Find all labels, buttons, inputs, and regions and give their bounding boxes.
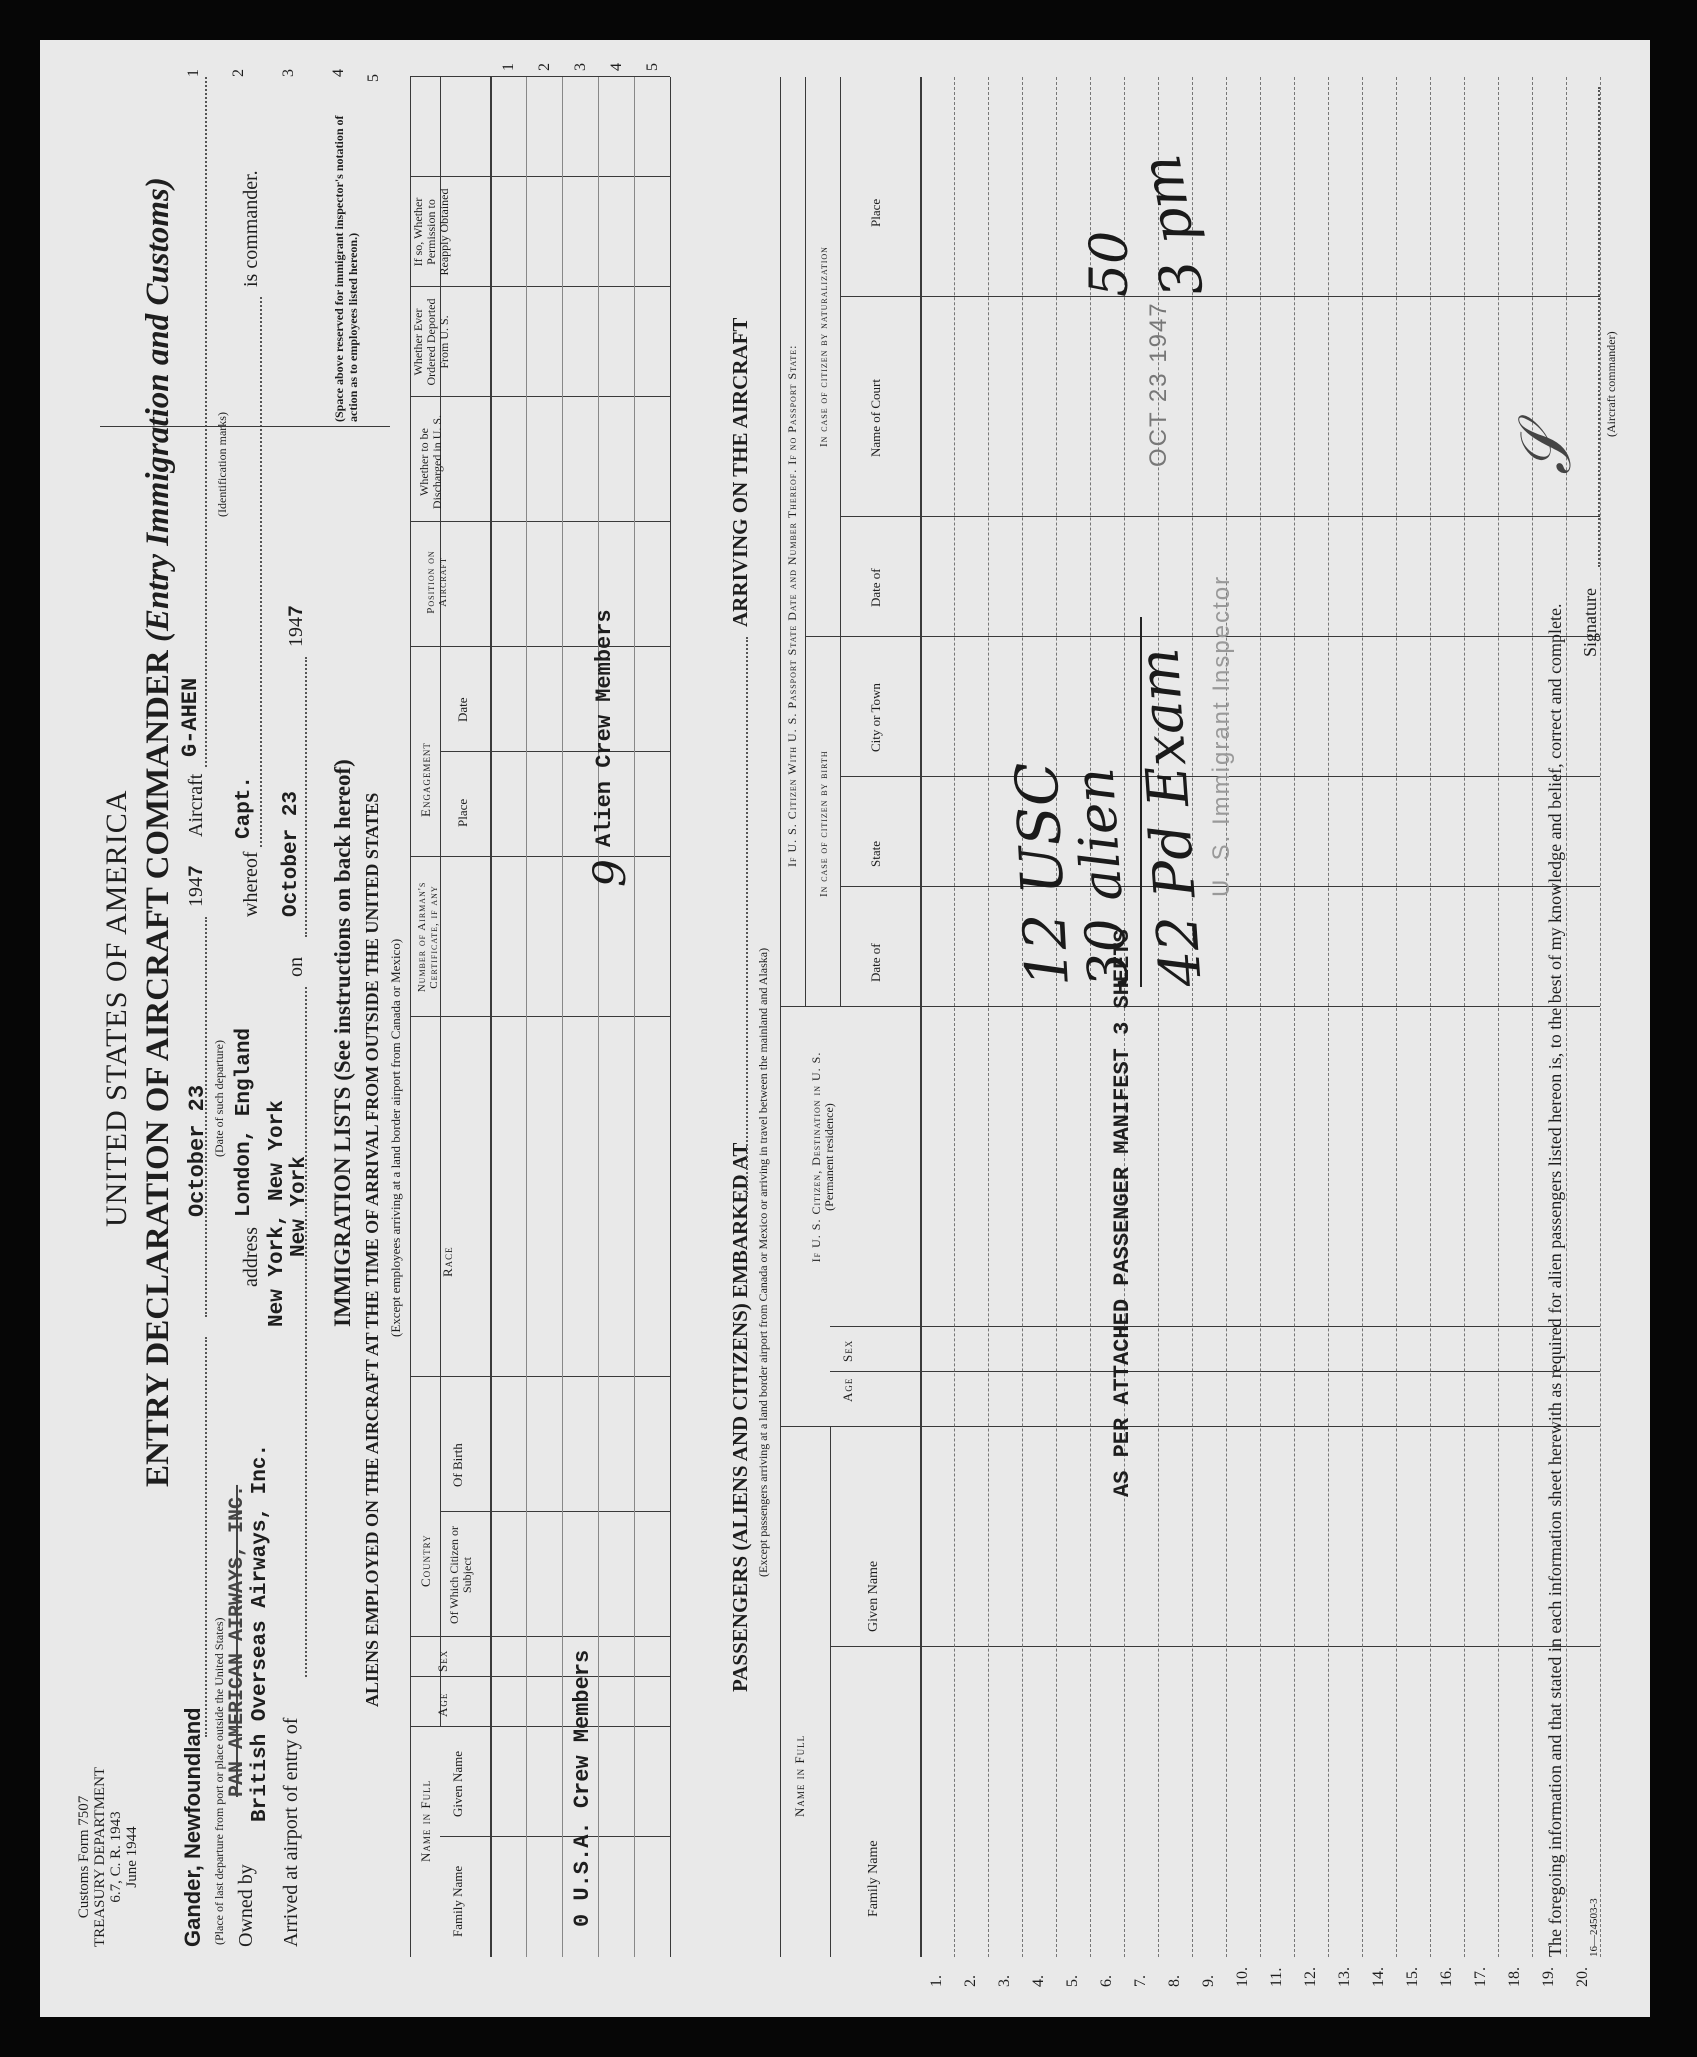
- signature-line: [1598, 87, 1600, 567]
- p-col-date-of: Date of: [868, 943, 883, 982]
- owned-by-label: Owned by: [235, 1864, 257, 1947]
- p-col-name-in-full: Name in Full: [792, 1734, 807, 1817]
- col-divider: [440, 1511, 670, 1512]
- reserved-note: (Space above reserved for immigrant inspector's notation of action as to employees listed hereon.): [332, 115, 360, 422]
- margin-number: 3: [280, 69, 297, 77]
- table-rule: [670, 77, 671, 1957]
- col-family-name: Family Name: [450, 1865, 465, 1937]
- form-title: [140, 177, 177, 1487]
- passenger-row-number: 10.: [1234, 1967, 1251, 1987]
- form-id: Customs Form 7507: [76, 1795, 92, 1919]
- alien-row-number: 4: [608, 63, 625, 71]
- arrival-place: New York: [288, 1156, 311, 1257]
- tally-line: [1140, 617, 1142, 987]
- passenger-row-rule: [1090, 77, 1091, 1957]
- col-divider: [410, 646, 670, 647]
- p-col-sex: Sex: [840, 1339, 855, 1362]
- table-rule: [830, 1427, 831, 1957]
- row-rule: [634, 77, 635, 1957]
- rotated-form: [40, 40, 1650, 2017]
- p-col-by-birth: In case of citizen by birth: [818, 750, 830, 897]
- alien-row-number: 2: [536, 63, 553, 71]
- passenger-row-number: 5.: [1064, 1975, 1081, 1987]
- departure-date: October 23: [185, 1084, 210, 1217]
- passenger-row-number: 3.: [996, 1975, 1013, 1987]
- passenger-row-rule: [1396, 77, 1397, 1957]
- col-divider: [410, 1676, 670, 1677]
- passenger-row-number: 18.: [1506, 1967, 1523, 1987]
- cfr: 6.7, C. R. 1943: [108, 1811, 124, 1903]
- passenger-row-number: 8.: [1166, 1975, 1183, 1987]
- col-engagement-place: Place: [455, 798, 470, 827]
- on-label: on: [285, 957, 307, 977]
- col-divider: [410, 1016, 670, 1017]
- passenger-row-number: 17.: [1472, 1967, 1489, 1987]
- passenger-row-rule: [988, 77, 989, 1957]
- reserved-divider: [100, 426, 390, 427]
- address-label: address: [240, 1227, 262, 1287]
- col-race: Race: [440, 1246, 455, 1277]
- passenger-row-rule: [1600, 77, 1601, 1957]
- alien-crew-count: 9: [585, 859, 636, 887]
- col-deported: Whether Ever Ordered Deported From U. S.: [411, 298, 451, 386]
- col-divider: [410, 286, 670, 287]
- aircraft-label: Aircraft: [185, 773, 207, 837]
- passenger-row-number: 2.: [962, 1975, 979, 1987]
- table-rule: [840, 77, 841, 1007]
- year-digit: 7: [186, 864, 209, 877]
- col-divider: [410, 521, 670, 522]
- aliens-heading: ALIENS EMPLOYED ON THE AIRCRAFT AT THE TIME OF ARRIVAL FROM OUTSIDE THE UNITED STATES: [362, 792, 382, 1707]
- department: TREASURY DEPARTMENT: [92, 1766, 108, 1947]
- dotted-line: [205, 917, 207, 1317]
- handwriting-total: 42 Pd Exam: [1126, 645, 1215, 989]
- col-divider: [410, 1726, 670, 1727]
- arrived-label: Arrived at airport of entry of: [280, 1717, 302, 1947]
- destination-sub: (Permanent residence): [822, 1103, 836, 1211]
- manifest-note: AS PER ATTACHED PASSENGER MANIFEST 3 SHEETS: [1110, 929, 1135, 1497]
- p-col-family-name: Family Name: [866, 1840, 881, 1917]
- usa-crew-entry: 0 U.S.A. Crew Members: [570, 1649, 595, 1927]
- col-permission: If so, Whether Permission to Reapply Obtained: [411, 188, 451, 276]
- row-rule: [562, 77, 563, 1957]
- col-age: Age: [435, 1692, 450, 1717]
- col-divider: [830, 1371, 1600, 1372]
- signature-scribble: 𝒮: [1506, 422, 1588, 482]
- alien-row-number: 5: [644, 63, 661, 71]
- passenger-row-number: 20.: [1574, 1967, 1591, 1987]
- dotted-line: [205, 1337, 207, 1737]
- passenger-row-rule: [1566, 77, 1567, 1957]
- col-divider: [780, 1006, 1600, 1007]
- col-sex: Sex: [435, 1649, 450, 1672]
- date-caption: (Date of such departure): [212, 1040, 226, 1157]
- departure-caption: (Place of last departure from port or place outside the United States): [212, 1617, 226, 1945]
- passenger-row-rule: [1192, 77, 1193, 1957]
- passenger-row-number: 11.: [1268, 1967, 1285, 1987]
- p-col-passport-note: If U. S. Citizen With U. S. Passport State Date and Number Thereof. If no Passport State:: [785, 344, 799, 867]
- title-main: ENTRY DECLARATION OF AIRCRAFT COMMANDER: [140, 650, 176, 1487]
- col-divider: [410, 396, 670, 397]
- col-divider: [440, 751, 670, 752]
- passenger-row-rule: [1056, 77, 1057, 1957]
- passenger-row-number: 6.: [1098, 1975, 1115, 1987]
- dotted-line: [305, 987, 307, 1677]
- passengers-heading: PASSENGERS (ALIENS AND CITIZENS) EMBARKED AT: [728, 1142, 752, 1692]
- col-position: Position on Aircraft: [425, 550, 449, 614]
- passenger-row-number: 19.: [1540, 1967, 1557, 1987]
- col-given-name: Given Name: [450, 1750, 465, 1817]
- dotted-line: [305, 657, 307, 937]
- arriving-heading: ARRIVING ON THE AIRCRAFT: [728, 317, 752, 627]
- passenger-row-rule: [1532, 77, 1533, 1957]
- margin-number: 4: [330, 69, 347, 77]
- p-col-place: Place: [868, 198, 883, 227]
- p-col-destination: [810, 1037, 836, 1277]
- aircraft-marks: G-AHEN: [178, 677, 203, 757]
- year-field: [185, 865, 209, 907]
- dotted-line: [746, 637, 748, 1197]
- arrival-year-digit: 7: [286, 604, 309, 617]
- passenger-row-number: 7.: [1132, 1975, 1149, 1987]
- title-paren: (Entry Immigration and Customs): [140, 177, 176, 643]
- col-of-birth: Of Birth: [450, 1443, 465, 1487]
- form-id-block: [76, 1767, 140, 1947]
- col-airman-cert: Number of Airman's Certificate, if any: [416, 881, 440, 993]
- print-code: 16—24503-3: [1588, 1898, 1600, 1957]
- col-divider: [410, 176, 670, 177]
- dotted-line: [205, 77, 207, 767]
- alien-row-number: 1: [500, 63, 517, 71]
- table-rule: [805, 77, 806, 1007]
- passenger-row-rule: [1362, 77, 1363, 1957]
- whereof-label: whereof: [240, 851, 262, 917]
- col-divider: [830, 1646, 1600, 1647]
- owner-name: British Overseas Airways, Inc.: [249, 1443, 272, 1822]
- is-commander: is commander.: [240, 170, 262, 287]
- passenger-row-number: 15.: [1404, 1967, 1421, 1987]
- col-name-in-full: Name in Full: [418, 1779, 433, 1862]
- col-divider: [830, 1326, 1600, 1327]
- arrival-date: October 23: [280, 790, 303, 917]
- passenger-row-rule: [1260, 77, 1261, 1957]
- immigration-heading: IMMIGRATION LISTS (See instructions on back hereof): [330, 759, 355, 1327]
- passenger-row-rule: [1022, 77, 1023, 1957]
- passenger-row-number: 1.: [928, 1975, 945, 1987]
- passenger-row-number: 4.: [1030, 1975, 1047, 1987]
- passenger-row-rule: [954, 77, 955, 1957]
- col-engagement: Engagement: [418, 742, 433, 817]
- passenger-row-number: 12.: [1302, 1967, 1319, 1987]
- col-divider: [410, 1636, 670, 1637]
- p-col-state: State: [868, 841, 883, 867]
- stamp-inspector: U. S. Immigrant Inspector: [1208, 574, 1235, 897]
- p-col-date-of-2: Date of: [868, 568, 883, 607]
- commander-name: Capt.: [233, 775, 256, 839]
- dotted-line: [260, 297, 262, 847]
- margin-number: 1: [185, 69, 202, 77]
- form-sheet: [40, 40, 1650, 2017]
- col-divider: [780, 1426, 1600, 1427]
- p-col-age: Age: [840, 1377, 855, 1402]
- passenger-row-rule: [1498, 77, 1499, 1957]
- handwriting-time: 3 pm: [1128, 150, 1217, 302]
- owner-address: London, England: [233, 1027, 256, 1217]
- row-rule: [598, 77, 599, 1957]
- owner-city-typed: New York, New York: [266, 1100, 289, 1327]
- passenger-row-rule: [1226, 77, 1227, 1957]
- passenger-row-number: 13.: [1336, 1967, 1353, 1987]
- row-rule: [526, 77, 527, 1957]
- handwriting-aliens: 30 alien: [1062, 765, 1141, 989]
- destination-label: If U. S. Citizen, Destination in U. S.: [809, 1051, 823, 1263]
- passenger-row-number: 14.: [1370, 1967, 1387, 1987]
- arrival-year: [285, 605, 309, 647]
- margin-number: 2: [230, 69, 247, 77]
- table-rule: [920, 77, 922, 1957]
- col-discharged: Whether to be Discharged in U. S.: [417, 414, 444, 510]
- passenger-row-number: 16.: [1438, 1967, 1455, 1987]
- year-prefix: 194: [185, 877, 207, 907]
- p-col-court: Name of Court: [868, 379, 883, 457]
- stamp-date: OCT 23 1947: [1145, 301, 1172, 467]
- table-rule: [490, 77, 492, 1957]
- col-country: Country: [418, 1534, 433, 1587]
- owner-struck: PAN AMERICAN AIRWAYS, INC.: [226, 1484, 249, 1797]
- signature-caption: (Aircraft commander): [1604, 331, 1618, 437]
- signature-label: Signature: [1580, 588, 1600, 657]
- col-divider: [410, 856, 670, 857]
- handwriting-fifty: 50: [1080, 230, 1140, 297]
- p-col-by-naturalization: In case of citizen by naturalization: [818, 246, 830, 447]
- ident-caption: (Identification marks): [215, 412, 229, 517]
- table-rule: [780, 77, 781, 1957]
- country-heading: UNITED STATES OF AMERICA: [100, 789, 133, 1227]
- col-divider: [410, 76, 670, 77]
- col-citizen-of: Of Which Citizen or Subject: [447, 1525, 474, 1625]
- p-col-given-name: Given Name: [866, 1560, 881, 1632]
- form-date: June 1944: [124, 1826, 140, 1888]
- passenger-row-number: 9.: [1200, 1975, 1217, 1987]
- arrival-year-prefix: 194: [285, 617, 307, 647]
- passenger-row-rule: [1430, 77, 1431, 1957]
- p-col-city: City or Town: [868, 683, 883, 752]
- departure-place: Gander, Newfoundland: [180, 1707, 205, 1947]
- col-divider: [805, 636, 1600, 637]
- passenger-row-rule: [1328, 77, 1329, 1957]
- col-engagement-date: Date: [455, 697, 470, 722]
- alien-crew-entry: Alien Crew Members: [592, 609, 617, 847]
- col-divider: [410, 1376, 670, 1377]
- passengers-subheading: (Except passengers arriving at a land border airport from Canada or Mexico or arriving in travel between the mainland and Alaska): [756, 947, 770, 1577]
- margin-number: 5: [365, 74, 382, 82]
- alien-row-number: 3: [572, 63, 589, 71]
- handwriting-citizens: 12 USC: [1002, 760, 1082, 989]
- footer-statement: The foregoing information and that stated in each information sheet herewith as required for alien passengers listed hereon is, to the best of my knowledge and belief, correct and complete.: [1545, 603, 1565, 1957]
- aliens-subheading: (Except employees arriving at a land border airport from Canada or Mexico): [388, 938, 403, 1337]
- passenger-row-rule: [1294, 77, 1295, 1957]
- col-divider: [440, 1836, 670, 1837]
- passenger-row-rule: [1464, 77, 1465, 1957]
